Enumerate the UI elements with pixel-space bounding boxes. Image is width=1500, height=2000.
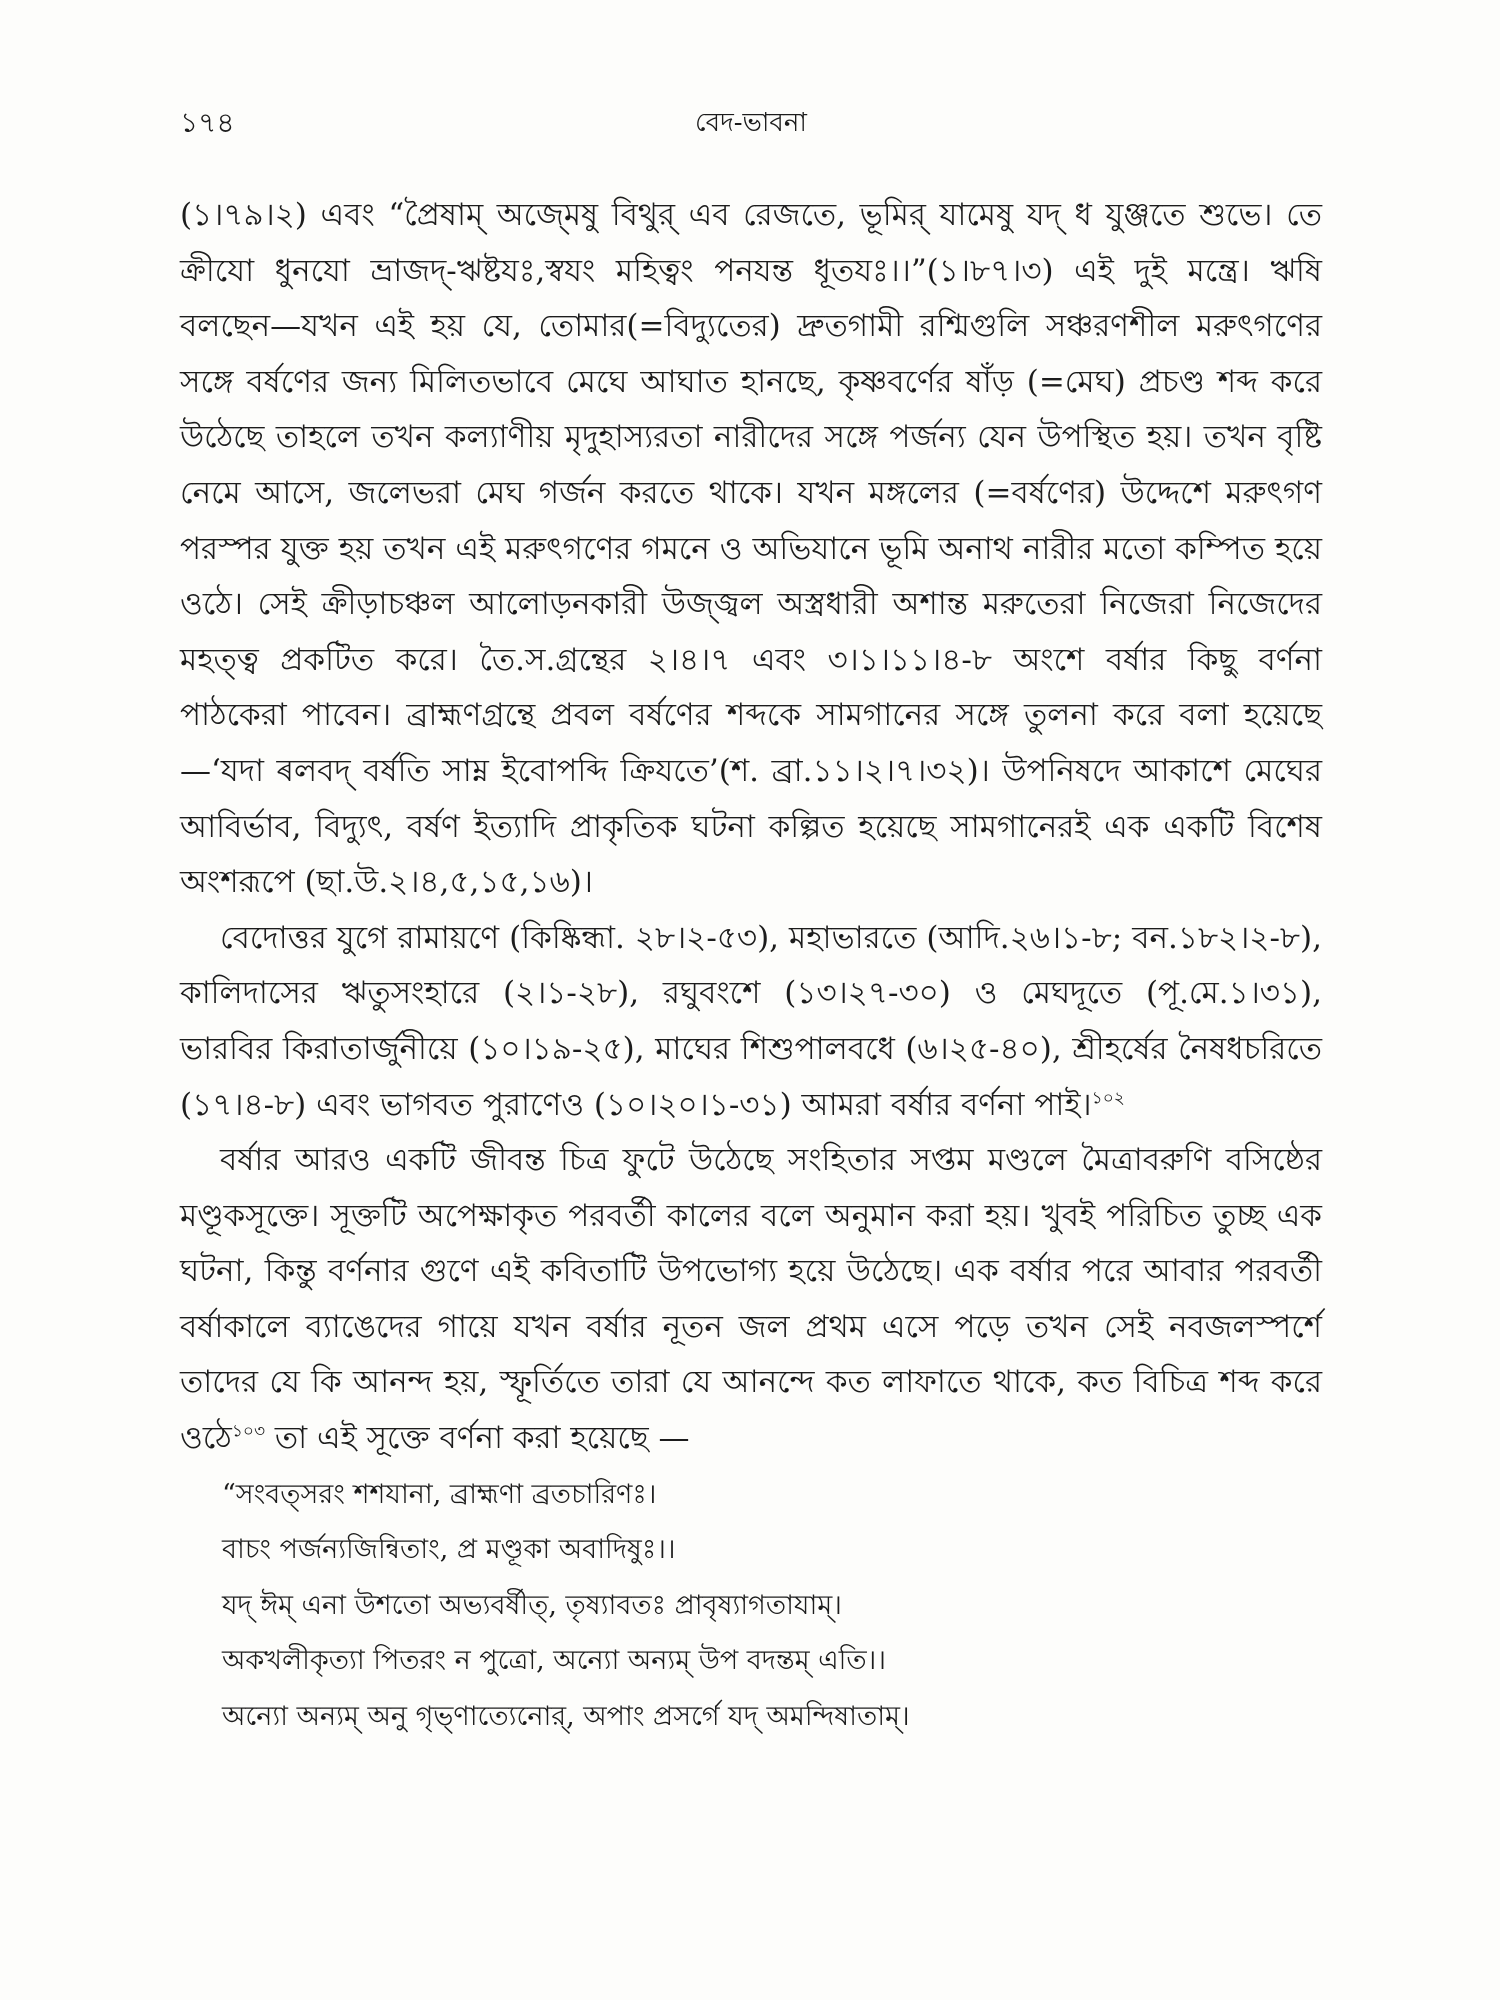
paragraph-1-text: (১।৭৯।২) এবং “প্রৈষাম্ অজ্মেষু বিথুর্ এব রেজতে, ভূমির্ যামেষু যদ্ ধ যুঞ্জতে শুভে। তে ক্রীযো ধুনযো ভ্রাজদ্-ঋষ্টযঃ,স্বযং মহিত্বং পনযন্ত ধূতযঃ।।”(১।৮৭।৩) এই দুই মন্ত্রে। ঋষি বলছেন—যখন এই হয় যে, তোমার(=বিদ্যুতের) দ্রুতগামী রশ্মিগুলি সঞ্চরণশীল মরুৎগণের সঙ্গে বর্ষণের জন্য মিলিতভাবে মেঘে আঘাত হানছে, কৃষ্ণবর্ণের ষাঁড় (=মেঘ) প্রচণ্ড শব্দ করে উঠেছে তাহলে তখন কল্যাণীয় মৃদুহাস্যরতা নারীদের সঙ্গে পর্জন্য যেন উপস্থিত হয়। তখন বৃষ্টি নেমে আসে, জলেভরা মেঘ গর্জন করতে থাকে। যখন মঙ্গলের (=বর্ষণের) উদ্দেশে মরুৎগণ পরস্পর যুক্ত হয় তখন এই মরুৎগণের গমনে ও অভিযানে ভূমি অনাথ নারীর মতো কম্পিত হয়ে ওঠে। সেই ক্রীড়াচঞ্চল আলোড়নকারী উজ্জ্বল অস্ত্রধারী অশান্ত মরুতেরা নিজেরা নিজেদের মহত্ত্ব প্রকটিত করে। তৈ.স.গ্রন্থের ২।৪।৭ এবং ৩।১।১১।৪-৮ অংশে বর্ষার কিছু বর্ণনা পাঠকেরা পাবেন। ব্রাহ্মণগ্রন্থে প্রবল বর্ষণের শব্দকে সামগানের সঙ্গে তুলনা করে বলা হয়েছে—‘যদা ৰলবদ্ বর্ষতি সাম্ন ইবোপব্দি ক্রিযতে’(শ. ব্রা.১১।২।৭।৩২)। উপনিষদে আকাশে মেঘের আবির্ভাব, বিদ্যুৎ, বর্ষণ ইত্যাদি প্রাকৃতিক ঘটনা কল্পিত হয়েছে সামগানেরই এক একটি বিশেষ অংশরূপে (ছা.উ.২।৪,৫,১৫,১৬)। xyxy=(180,197,1322,901)
running-head: বেদ-ভাবনা xyxy=(695,108,807,138)
paragraph-3-text: বর্ষার আরও একটি জীবন্ত চিত্র ফুটে উঠেছে সংহিতার সপ্তম মণ্ডলে মৈত্রাবরুণি বসিষ্ঠের মণ্ডূকসূক্তে। সূক্তটি অপেক্ষাকৃত পরবর্তী কালের বলে অনুমান করা হয়। খুবই পরিচিত তুচ্ছ এক ঘটনা, কিন্তু বর্ণনার গুণে এই কবিতাটি উপভোগ্য হয়ে উঠেছে। এক বর্ষার পরে আবার পরবর্তী বর্ষাকালে ব্যাঙেদের গায়ে যখন বর্ষার নূতন জল প্রথম এসে পড়ে তখন সেই নবজলস্পর্শে তাদের যে কি আনন্দ হয়, স্ফূর্তিতে তারা যে আনন্দে কত লাফাতে থাকে, কত বিচিত্র শব্দ করে ওঠে xyxy=(180,1142,1322,1457)
footnote-marker-102[interactable]: ১০২ xyxy=(1091,1088,1125,1109)
paragraph-3 xyxy=(180,1133,1322,1467)
verse-line: যদ্ ঈম্ এনা উশতো অভ্যবর্ষীত্, তৃষ্যাবতঃ প্রাবৃষ্যাগতাযাম্। xyxy=(222,1589,842,1621)
paragraph-2 xyxy=(180,911,1322,1133)
paragraph-2-text: বেদোত্তর যুগে রামায়ণে (কিষ্কিন্ধা. ২৮।২-৫৩), মহাভারতে (আদি.২৬।১-৮; বন.১৮২।২-৮), কালিদাসের ঋতুসংহারে (২।১-২৮), রঘুবংশে (১৩।২৭-৩০) ও মেঘদূতে (পূ.মে.১।৩১), ভারবির কিরাতার্জুনীয়ে (১০।১৯-২৫), মাঘের শিশুপালবধে (৬।২৫-৪০), শ্রীহর্ষের নৈষধচরিতে (১৭।৪-৮) এবং ভাগবত পুরাণেও (১০।২০।১-৩১) আমরা বর্ষার বর্ণনা পাই। xyxy=(180,919,1322,1123)
paragraph-3-text-after: তা এই সূক্তে বর্ণনা করা হয়েছে — xyxy=(265,1420,690,1457)
body-text xyxy=(180,188,1322,1745)
verse-line: অকখলীকৃত্যা পিতরং ন পুত্রো, অন্যো অন্যম্ উপ বদন্তম্ এতি।। xyxy=(222,1645,886,1677)
paragraph-1 xyxy=(180,188,1322,911)
verse-block xyxy=(180,1467,1322,1745)
footnote-marker-103[interactable]: ১০৩ xyxy=(231,1421,266,1442)
verse-line: অন্যো অন্যম্ অনু গৃভ্ণাত্যেনোর্, অপাং প্রসর্গে যদ্ অমন্দিষাতাম্। xyxy=(222,1701,910,1733)
verse-line: “সংবত্সরং শশযানা, ব্রাহ্মণা ব্রতচারিণঃ। xyxy=(222,1478,657,1510)
verse-line: বাচং পর্জন্যজিন্বিতাং, প্র মণ্ডূকা অবাদিষুঃ।। xyxy=(222,1534,676,1566)
page-number: ১৭৪ xyxy=(180,106,235,139)
page-header xyxy=(180,103,1322,143)
